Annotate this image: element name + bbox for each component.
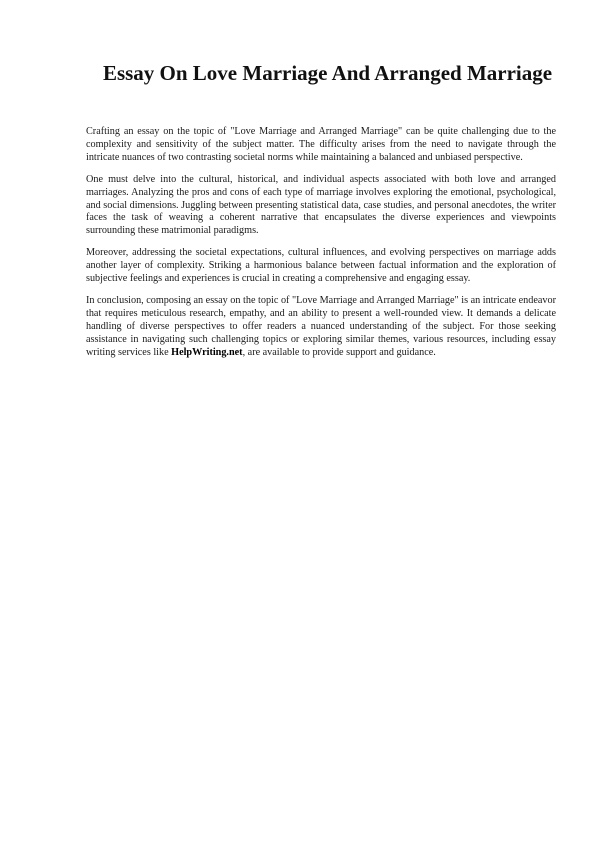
paragraph-aspects: One must delve into the cultural, historical, and individual aspects associated with both love and arranged marriages. Analyzing the pros and cons of each type of marriage involves exploring the emotional, psychological, and social dimensions. Juggling between presenting statistical data, case studies, and personal anecdotes, the writer faces the task of weaving a coherent narrative that encapsulates the diverse experiences and viewpoints surrounding these matrimonial paradigms. — [86, 173, 556, 237]
document-body — [86, 126, 556, 369]
conclusion-text: In conclusion, composing an essay on the topic of "Love Marriage and Arranged Marriage" is an intricate endeavor that requires meticulous research, empathy, and an ability to present a well-rounded view. It demands a delicate handling of diverse perspectives to offer readers a nuanced understanding of the subject. For those seeking assistance in navigating such challenging topics or exploring similar themes, various resources, including essay writing services like — [86, 294, 556, 358]
conclusion-end-text: , are available to provide support and guidance. — [242, 346, 436, 358]
helpwriting-brand-text: HelpWriting.net — [171, 346, 243, 358]
paragraph-intro: Crafting an essay on the topic of "Love Marriage and Arranged Marriage" can be quite challenging due to the complexity and sensitivity of the subject matter. The difficulty arises from the need to navigate through the intricate nuances of two contrasting societal norms while maintaining a balanced and unbiased perspective. — [86, 126, 556, 163]
paragraph-complexity: Moreover, addressing the societal expectations, cultural influences, and evolving perspectives on marriage adds another layer of complexity. Striking a harmonious balance between factual information and the exploration of subjective feelings and experiences is crucial in creating a comprehensive and engaging essay. — [86, 247, 556, 285]
document-title: Essay On Love Marriage And Arranged Marriage — [102, 61, 553, 85]
paragraph-conclusion — [86, 295, 556, 360]
